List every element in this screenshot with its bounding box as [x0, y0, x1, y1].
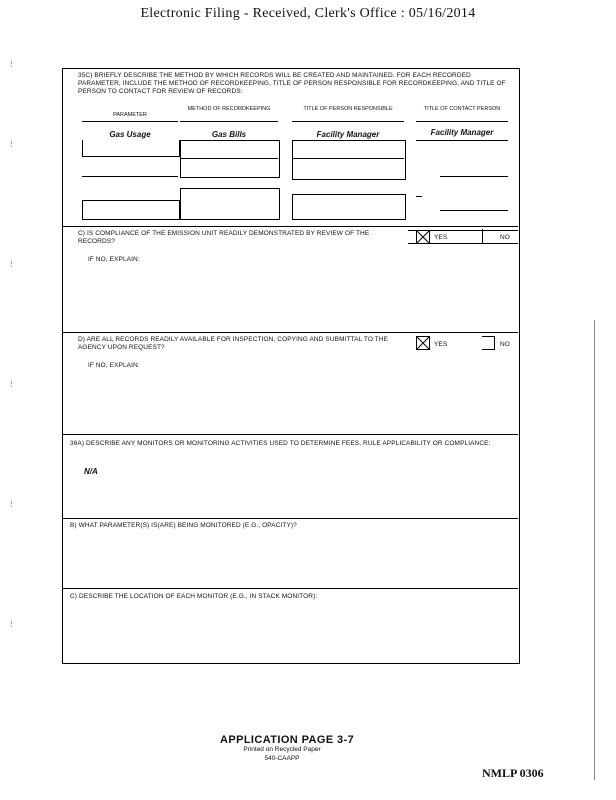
section-divider	[62, 434, 518, 435]
rule	[440, 210, 508, 211]
rule	[292, 121, 404, 122]
margin-mark: ⋮	[8, 61, 15, 68]
no-label: NO	[500, 341, 510, 348]
rule	[416, 196, 422, 197]
rule	[408, 230, 518, 231]
rule	[408, 243, 518, 244]
section-divider	[62, 226, 518, 227]
section-divider	[62, 332, 518, 333]
bates-stamp: NMLP 0306	[482, 766, 544, 780]
filing-stamp: Electronic Filing - Received, Clerk's Office : 05/16/2014	[140, 6, 476, 21]
margin-mark: ⋮	[8, 501, 15, 508]
no-label: NO	[500, 234, 510, 241]
margin-mark: ⋮	[8, 381, 15, 388]
section-divider	[62, 518, 518, 519]
question-monitor-location: C) DESCRIBE THE LOCATION OF EACH MONITOR (E.G., IN STACK MONITOR):	[70, 593, 318, 600]
cell-responsible: Facility Manager	[316, 130, 380, 139]
scan-edge	[594, 320, 595, 780]
col-header-parameter: PARAMETER	[113, 112, 147, 118]
table-cell[interactable]	[82, 200, 180, 220]
rule	[82, 121, 178, 122]
table-cell[interactable]	[292, 194, 406, 220]
rule	[440, 176, 508, 177]
cell-contact: Facility Manager	[430, 128, 494, 137]
col-header-contact: TITLE OF CONTACT PERSON	[423, 106, 501, 112]
question-parameters-monitored: B) WHAT PARAMETER(S) IS(ARE) BEING MONITORED (E.G., OPACITY)?	[70, 522, 297, 529]
yes-label: YES	[434, 234, 448, 241]
rule	[292, 158, 404, 159]
question-35c: 35C) BRIEFLY DESCRIBE THE METHOD BY WHICH RECORDS WILL BE CREATED AND MAINTAINED. FOR EACH RECORDED PARAMETER, INCLUDE THE METHOD OF RECORDKEEPING, TITLE OF PERSON RESPONSIBLE FOR RECORDKEEPING, AND TITLE OF PERSON TO CONTACT FOR REVIEW OF RECORDS:	[78, 72, 506, 95]
no-box-edge	[482, 229, 483, 243]
margin-mark: ⋮	[8, 621, 15, 628]
rule	[180, 158, 278, 159]
question-compliance: C) IS COMPLIANCE OF THE EMISSION UNIT READILY DEMONSTRATED BY REVIEW OF THE RECORDS?	[78, 230, 370, 245]
yes-checkbox[interactable]	[416, 336, 430, 350]
no-checkbox[interactable]	[482, 336, 495, 350]
table-cell[interactable]	[292, 140, 406, 180]
explain-label: IF NO, EXPLAIN:	[88, 256, 140, 263]
rule	[416, 140, 508, 141]
section-divider	[62, 588, 518, 589]
margin-mark: ⋮	[8, 141, 15, 148]
table-cell[interactable]	[180, 140, 280, 178]
rule	[82, 176, 178, 177]
answer-36a: N/A	[84, 467, 98, 476]
col-header-responsible: TITLE OF PERSON RESPONSIBLE	[303, 106, 393, 112]
rule	[180, 121, 278, 122]
cell-method: Gas Bills	[211, 130, 247, 139]
checkmark-x-icon	[417, 337, 429, 349]
col-header-method: METHOD OF RECORDKEEPING	[187, 106, 271, 112]
explain-label: IF NO, EXPLAIN:	[88, 362, 140, 369]
margin-mark: ⋮	[8, 261, 15, 268]
printed-note: Printed on Recycled Paper	[243, 746, 321, 753]
rule	[416, 121, 508, 122]
question-36a: 36A) DESCRIBE ANY MONITORS OR MONITORING ACTIVITIES USED TO DETERMINE FEES, RULE APPLICABILITY OR COMPLIANCE:	[70, 440, 491, 447]
checkmark-x-icon	[417, 231, 429, 243]
question-records: D) ARE ALL RECORDS READILY AVAILABLE FOR INSPECTION, COPYING AND SUBMITTAL TO THE AGENCY UPON REQUEST?	[78, 336, 389, 351]
yes-label: YES	[434, 341, 448, 348]
table-cell[interactable]	[180, 188, 280, 220]
form-code: 540-CAAPP	[264, 755, 300, 762]
page-title: APPLICATION PAGE 3-7	[220, 734, 355, 746]
cell-parameter: Gas Usage	[109, 130, 151, 139]
table-cell[interactable]	[82, 140, 180, 157]
yes-checkbox[interactable]	[416, 230, 430, 244]
